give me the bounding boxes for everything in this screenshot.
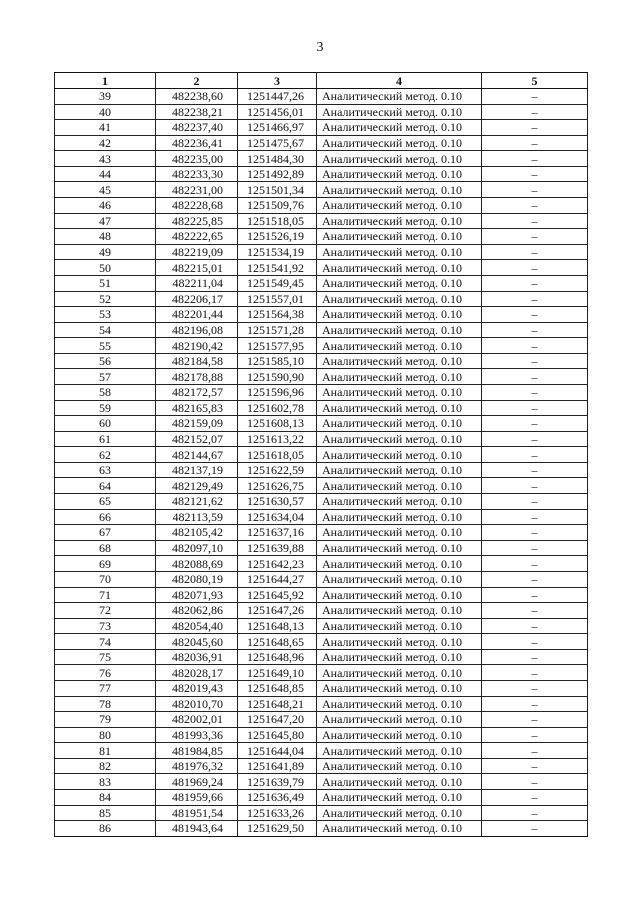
x-coordinate-cell: 482235,00	[156, 151, 238, 167]
point-number-cell: 69	[55, 556, 156, 572]
x-coordinate-cell: 482010,70	[156, 696, 238, 712]
x-coordinate-cell: 482190,42	[156, 338, 238, 354]
y-coordinate-cell: 1251564,38	[238, 307, 317, 323]
y-coordinate-cell: 1251644,04	[238, 743, 317, 759]
point-number-cell: 62	[55, 447, 156, 463]
page-number: 3	[316, 40, 324, 55]
notes-cell: –	[482, 384, 588, 400]
y-coordinate-cell: 1251645,80	[238, 727, 317, 743]
method-cell: Аналитический метод. 0.10	[317, 712, 482, 728]
notes-cell: –	[482, 665, 588, 681]
notes-cell: –	[482, 353, 588, 369]
table-row	[55, 743, 588, 759]
notes-cell: –	[482, 400, 588, 416]
method-cell: Аналитический метод. 0.10	[317, 525, 482, 541]
y-coordinate-cell: 1251456,01	[238, 104, 317, 120]
coordinates-table	[54, 72, 588, 837]
method-cell: Аналитический метод. 0.10	[317, 758, 482, 774]
method-cell: Аналитический метод. 0.10	[317, 665, 482, 681]
notes-cell: –	[482, 727, 588, 743]
x-coordinate-cell: 482233,30	[156, 166, 238, 182]
y-coordinate-cell: 1251649,10	[238, 665, 317, 681]
point-number-cell: 45	[55, 182, 156, 198]
x-coordinate-cell: 482237,40	[156, 120, 238, 136]
y-coordinate-cell: 1251642,23	[238, 556, 317, 572]
table-row	[55, 618, 588, 634]
point-number-cell: 52	[55, 291, 156, 307]
y-coordinate-cell: 1251585,10	[238, 353, 317, 369]
method-cell: Аналитический метод. 0.10	[317, 634, 482, 650]
x-coordinate-cell: 482228,68	[156, 198, 238, 214]
point-number-cell: 84	[55, 790, 156, 806]
method-cell: Аналитический метод. 0.10	[317, 135, 482, 151]
method-cell: Аналитический метод. 0.10	[317, 556, 482, 572]
table-row	[55, 478, 588, 494]
point-number-cell: 56	[55, 353, 156, 369]
x-coordinate-cell: 482088,69	[156, 556, 238, 572]
header-col-5: 5	[482, 73, 588, 89]
table-row	[55, 447, 588, 463]
notes-cell: –	[482, 603, 588, 619]
method-cell: Аналитический метод. 0.10	[317, 571, 482, 587]
point-number-cell: 76	[55, 665, 156, 681]
method-cell: Аналитический метод. 0.10	[317, 322, 482, 338]
notes-cell: –	[482, 229, 588, 245]
notes-cell: –	[482, 478, 588, 494]
table-row	[55, 649, 588, 665]
x-coordinate-cell: 482071,93	[156, 587, 238, 603]
method-cell: Аналитический метод. 0.10	[317, 338, 482, 354]
notes-cell: –	[482, 291, 588, 307]
method-cell: Аналитический метод. 0.10	[317, 649, 482, 665]
method-cell: Аналитический метод. 0.10	[317, 618, 482, 634]
y-coordinate-cell: 1251590,90	[238, 369, 317, 385]
x-coordinate-cell: 482036,91	[156, 649, 238, 665]
table-row	[55, 680, 588, 696]
method-cell: Аналитический метод. 0.10	[317, 384, 482, 400]
table-row	[55, 151, 588, 167]
point-number-cell: 67	[55, 525, 156, 541]
notes-cell: –	[482, 462, 588, 478]
notes-cell: –	[482, 135, 588, 151]
y-coordinate-cell: 1251647,26	[238, 603, 317, 619]
x-coordinate-cell: 482238,21	[156, 104, 238, 120]
x-coordinate-cell: 482113,59	[156, 509, 238, 525]
x-coordinate-cell: 482238,60	[156, 89, 238, 105]
notes-cell: –	[482, 89, 588, 105]
notes-cell: –	[482, 618, 588, 634]
notes-cell: –	[482, 821, 588, 837]
point-number-cell: 55	[55, 338, 156, 354]
method-cell: Аналитический метод. 0.10	[317, 198, 482, 214]
point-number-cell: 42	[55, 135, 156, 151]
table-row	[55, 182, 588, 198]
y-coordinate-cell: 1251526,19	[238, 229, 317, 245]
y-coordinate-cell: 1251571,28	[238, 322, 317, 338]
y-coordinate-cell: 1251557,01	[238, 291, 317, 307]
method-cell: Аналитический метод. 0.10	[317, 275, 482, 291]
point-number-cell: 81	[55, 743, 156, 759]
notes-cell: –	[482, 416, 588, 432]
table-row	[55, 307, 588, 323]
x-coordinate-cell: 482097,10	[156, 540, 238, 556]
y-coordinate-cell: 1251637,16	[238, 525, 317, 541]
x-coordinate-cell: 482211,04	[156, 275, 238, 291]
point-number-cell: 60	[55, 416, 156, 432]
point-number-cell: 40	[55, 104, 156, 120]
method-cell: Аналитический метод. 0.10	[317, 260, 482, 276]
table-row	[55, 89, 588, 105]
y-coordinate-cell: 1251466,97	[238, 120, 317, 136]
table-row	[55, 712, 588, 728]
notes-cell: –	[482, 587, 588, 603]
method-cell: Аналитический метод. 0.10	[317, 120, 482, 136]
method-cell: Аналитический метод. 0.10	[317, 696, 482, 712]
notes-cell: –	[482, 151, 588, 167]
notes-cell: –	[482, 104, 588, 120]
point-number-cell: 51	[55, 275, 156, 291]
point-number-cell: 49	[55, 244, 156, 260]
table-row	[55, 198, 588, 214]
table-row	[55, 603, 588, 619]
table-row	[55, 462, 588, 478]
y-coordinate-cell: 1251648,21	[238, 696, 317, 712]
notes-cell: –	[482, 556, 588, 572]
point-number-cell: 46	[55, 198, 156, 214]
notes-cell: –	[482, 790, 588, 806]
notes-cell: –	[482, 712, 588, 728]
notes-cell: –	[482, 447, 588, 463]
y-coordinate-cell: 1251618,05	[238, 447, 317, 463]
point-number-cell: 65	[55, 494, 156, 510]
y-coordinate-cell: 1251634,04	[238, 509, 317, 525]
point-number-cell: 70	[55, 571, 156, 587]
table-row	[55, 338, 588, 354]
y-coordinate-cell: 1251577,95	[238, 338, 317, 354]
y-coordinate-cell: 1251602,78	[238, 400, 317, 416]
notes-cell: –	[482, 275, 588, 291]
table-row	[55, 229, 588, 245]
table-row	[55, 353, 588, 369]
header-col-1: 1	[55, 73, 156, 89]
point-number-cell: 64	[55, 478, 156, 494]
x-coordinate-cell: 482137,19	[156, 462, 238, 478]
table-row	[55, 260, 588, 276]
x-coordinate-cell: 482231,00	[156, 182, 238, 198]
point-number-cell: 82	[55, 758, 156, 774]
x-coordinate-cell: 481984,85	[156, 743, 238, 759]
notes-cell: –	[482, 494, 588, 510]
method-cell: Аналитический метод. 0.10	[317, 540, 482, 556]
table-header	[55, 73, 588, 89]
point-number-cell: 47	[55, 213, 156, 229]
y-coordinate-cell: 1251647,20	[238, 712, 317, 728]
x-coordinate-cell: 481976,32	[156, 758, 238, 774]
x-coordinate-cell: 481943,64	[156, 821, 238, 837]
method-cell: Аналитический метод. 0.10	[317, 104, 482, 120]
table-row	[55, 291, 588, 307]
method-cell: Аналитический метод. 0.10	[317, 509, 482, 525]
table-row	[55, 696, 588, 712]
table-row	[55, 634, 588, 650]
x-coordinate-cell: 482201,44	[156, 307, 238, 323]
x-coordinate-cell: 482045,60	[156, 634, 238, 650]
x-coordinate-cell: 482080,19	[156, 571, 238, 587]
method-cell: Аналитический метод. 0.10	[317, 400, 482, 416]
method-cell: Аналитический метод. 0.10	[317, 431, 482, 447]
notes-cell: –	[482, 743, 588, 759]
y-coordinate-cell: 1251509,76	[238, 198, 317, 214]
x-coordinate-cell: 482129,49	[156, 478, 238, 494]
x-coordinate-cell: 482165,83	[156, 400, 238, 416]
method-cell: Аналитический метод. 0.10	[317, 790, 482, 806]
table-row	[55, 416, 588, 432]
y-coordinate-cell: 1251492,89	[238, 166, 317, 182]
y-coordinate-cell: 1251641,89	[238, 758, 317, 774]
method-cell: Аналитический метод. 0.10	[317, 307, 482, 323]
method-cell: Аналитический метод. 0.10	[317, 680, 482, 696]
y-coordinate-cell: 1251629,50	[238, 821, 317, 837]
x-coordinate-cell: 482028,17	[156, 665, 238, 681]
method-cell: Аналитический метод. 0.10	[317, 213, 482, 229]
method-cell: Аналитический метод. 0.10	[317, 743, 482, 759]
notes-cell: –	[482, 260, 588, 276]
point-number-cell: 58	[55, 384, 156, 400]
x-coordinate-cell: 482062,86	[156, 603, 238, 619]
y-coordinate-cell: 1251534,19	[238, 244, 317, 260]
notes-cell: –	[482, 696, 588, 712]
table-row	[55, 774, 588, 790]
x-coordinate-cell: 482196,08	[156, 322, 238, 338]
header-row	[55, 73, 588, 89]
method-cell: Аналитический метод. 0.10	[317, 447, 482, 463]
point-number-cell: 83	[55, 774, 156, 790]
point-number-cell: 68	[55, 540, 156, 556]
notes-cell: –	[482, 369, 588, 385]
notes-cell: –	[482, 758, 588, 774]
point-number-cell: 63	[55, 462, 156, 478]
point-number-cell: 61	[55, 431, 156, 447]
x-coordinate-cell: 482152,07	[156, 431, 238, 447]
y-coordinate-cell: 1251636,49	[238, 790, 317, 806]
notes-cell: –	[482, 525, 588, 541]
point-number-cell: 66	[55, 509, 156, 525]
table-row	[55, 213, 588, 229]
point-number-cell: 72	[55, 603, 156, 619]
method-cell: Аналитический метод. 0.10	[317, 353, 482, 369]
method-cell: Аналитический метод. 0.10	[317, 369, 482, 385]
x-coordinate-cell: 482172,57	[156, 384, 238, 400]
x-coordinate-cell: 482019,43	[156, 680, 238, 696]
x-coordinate-cell: 481969,24	[156, 774, 238, 790]
method-cell: Аналитический метод. 0.10	[317, 774, 482, 790]
y-coordinate-cell: 1251608,13	[238, 416, 317, 432]
x-coordinate-cell: 482002,01	[156, 712, 238, 728]
notes-cell: –	[482, 540, 588, 556]
method-cell: Аналитический метод. 0.10	[317, 821, 482, 837]
table-row	[55, 322, 588, 338]
table-row	[55, 665, 588, 681]
notes-cell: –	[482, 322, 588, 338]
point-number-cell: 74	[55, 634, 156, 650]
point-number-cell: 50	[55, 260, 156, 276]
table-row	[55, 540, 588, 556]
y-coordinate-cell: 1251626,75	[238, 478, 317, 494]
table-row	[55, 244, 588, 260]
y-coordinate-cell: 1251648,65	[238, 634, 317, 650]
x-coordinate-cell: 482206,17	[156, 291, 238, 307]
notes-cell: –	[482, 431, 588, 447]
point-number-cell: 57	[55, 369, 156, 385]
notes-cell: –	[482, 120, 588, 136]
y-coordinate-cell: 1251541,92	[238, 260, 317, 276]
method-cell: Аналитический метод. 0.10	[317, 416, 482, 432]
point-number-cell: 85	[55, 805, 156, 821]
point-number-cell: 77	[55, 680, 156, 696]
table-row	[55, 805, 588, 821]
notes-cell: –	[482, 166, 588, 182]
notes-cell: –	[482, 805, 588, 821]
notes-cell: –	[482, 182, 588, 198]
table-body	[55, 89, 588, 837]
y-coordinate-cell: 1251501,34	[238, 182, 317, 198]
header-col-3: 3	[238, 73, 317, 89]
table-row	[55, 727, 588, 743]
x-coordinate-cell: 482184,58	[156, 353, 238, 369]
notes-cell: –	[482, 680, 588, 696]
y-coordinate-cell: 1251639,88	[238, 540, 317, 556]
point-number-cell: 80	[55, 727, 156, 743]
table-row	[55, 120, 588, 136]
y-coordinate-cell: 1251613,22	[238, 431, 317, 447]
notes-cell: –	[482, 774, 588, 790]
table-row	[55, 821, 588, 837]
notes-cell: –	[482, 198, 588, 214]
table-row	[55, 494, 588, 510]
point-number-cell: 48	[55, 229, 156, 245]
y-coordinate-cell: 1251484,30	[238, 151, 317, 167]
table-row	[55, 556, 588, 572]
table-row	[55, 400, 588, 416]
table-row	[55, 571, 588, 587]
y-coordinate-cell: 1251475,67	[238, 135, 317, 151]
header-col-4: 4	[317, 73, 482, 89]
method-cell: Аналитический метод. 0.10	[317, 727, 482, 743]
point-number-cell: 44	[55, 166, 156, 182]
table-row	[55, 509, 588, 525]
point-number-cell: 79	[55, 712, 156, 728]
method-cell: Аналитический метод. 0.10	[317, 89, 482, 105]
point-number-cell: 39	[55, 89, 156, 105]
y-coordinate-cell: 1251447,26	[238, 89, 317, 105]
table-row	[55, 275, 588, 291]
table-row	[55, 758, 588, 774]
method-cell: Аналитический метод. 0.10	[317, 151, 482, 167]
method-cell: Аналитический метод. 0.10	[317, 291, 482, 307]
table-row	[55, 790, 588, 806]
x-coordinate-cell: 482105,42	[156, 525, 238, 541]
method-cell: Аналитический метод. 0.10	[317, 166, 482, 182]
table-row	[55, 104, 588, 120]
method-cell: Аналитический метод. 0.10	[317, 478, 482, 494]
x-coordinate-cell: 482144,67	[156, 447, 238, 463]
y-coordinate-cell: 1251645,92	[238, 587, 317, 603]
method-cell: Аналитический метод. 0.10	[317, 494, 482, 510]
y-coordinate-cell: 1251648,13	[238, 618, 317, 634]
y-coordinate-cell: 1251644,27	[238, 571, 317, 587]
notes-cell: –	[482, 509, 588, 525]
x-coordinate-cell: 482219,09	[156, 244, 238, 260]
point-number-cell: 41	[55, 120, 156, 136]
point-number-cell: 75	[55, 649, 156, 665]
notes-cell: –	[482, 338, 588, 354]
method-cell: Аналитический метод. 0.10	[317, 462, 482, 478]
method-cell: Аналитический метод. 0.10	[317, 587, 482, 603]
x-coordinate-cell: 482178,88	[156, 369, 238, 385]
notes-cell: –	[482, 571, 588, 587]
x-coordinate-cell: 482222,65	[156, 229, 238, 245]
x-coordinate-cell: 482236,41	[156, 135, 238, 151]
x-coordinate-cell: 481993,36	[156, 727, 238, 743]
point-number-cell: 86	[55, 821, 156, 837]
point-number-cell: 71	[55, 587, 156, 603]
y-coordinate-cell: 1251518,05	[238, 213, 317, 229]
y-coordinate-cell: 1251630,57	[238, 494, 317, 510]
x-coordinate-cell: 481951,54	[156, 805, 238, 821]
x-coordinate-cell: 481959,66	[156, 790, 238, 806]
x-coordinate-cell: 482159,09	[156, 416, 238, 432]
method-cell: Аналитический метод. 0.10	[317, 603, 482, 619]
y-coordinate-cell: 1251622,59	[238, 462, 317, 478]
y-coordinate-cell: 1251648,96	[238, 649, 317, 665]
notes-cell: –	[482, 213, 588, 229]
table-row	[55, 135, 588, 151]
y-coordinate-cell: 1251648,85	[238, 680, 317, 696]
method-cell: Аналитический метод. 0.10	[317, 805, 482, 821]
point-number-cell: 73	[55, 618, 156, 634]
notes-cell: –	[482, 244, 588, 260]
method-cell: Аналитический метод. 0.10	[317, 182, 482, 198]
x-coordinate-cell: 482121,62	[156, 494, 238, 510]
y-coordinate-cell: 1251639,79	[238, 774, 317, 790]
table-row	[55, 525, 588, 541]
table-row	[55, 369, 588, 385]
point-number-cell: 43	[55, 151, 156, 167]
x-coordinate-cell: 482054,40	[156, 618, 238, 634]
method-cell: Аналитический метод. 0.10	[317, 244, 482, 260]
point-number-cell: 54	[55, 322, 156, 338]
notes-cell: –	[482, 649, 588, 665]
y-coordinate-cell: 1251596,96	[238, 384, 317, 400]
point-number-cell: 59	[55, 400, 156, 416]
point-number-cell: 78	[55, 696, 156, 712]
y-coordinate-cell: 1251549,45	[238, 275, 317, 291]
y-coordinate-cell: 1251633,26	[238, 805, 317, 821]
table-row	[55, 384, 588, 400]
notes-cell: –	[482, 307, 588, 323]
header-col-2: 2	[156, 73, 238, 89]
x-coordinate-cell: 482225,85	[156, 213, 238, 229]
point-number-cell: 53	[55, 307, 156, 323]
table-row	[55, 587, 588, 603]
table-row	[55, 166, 588, 182]
table-row	[55, 431, 588, 447]
x-coordinate-cell: 482215,01	[156, 260, 238, 276]
method-cell: Аналитический метод. 0.10	[317, 229, 482, 245]
notes-cell: –	[482, 634, 588, 650]
